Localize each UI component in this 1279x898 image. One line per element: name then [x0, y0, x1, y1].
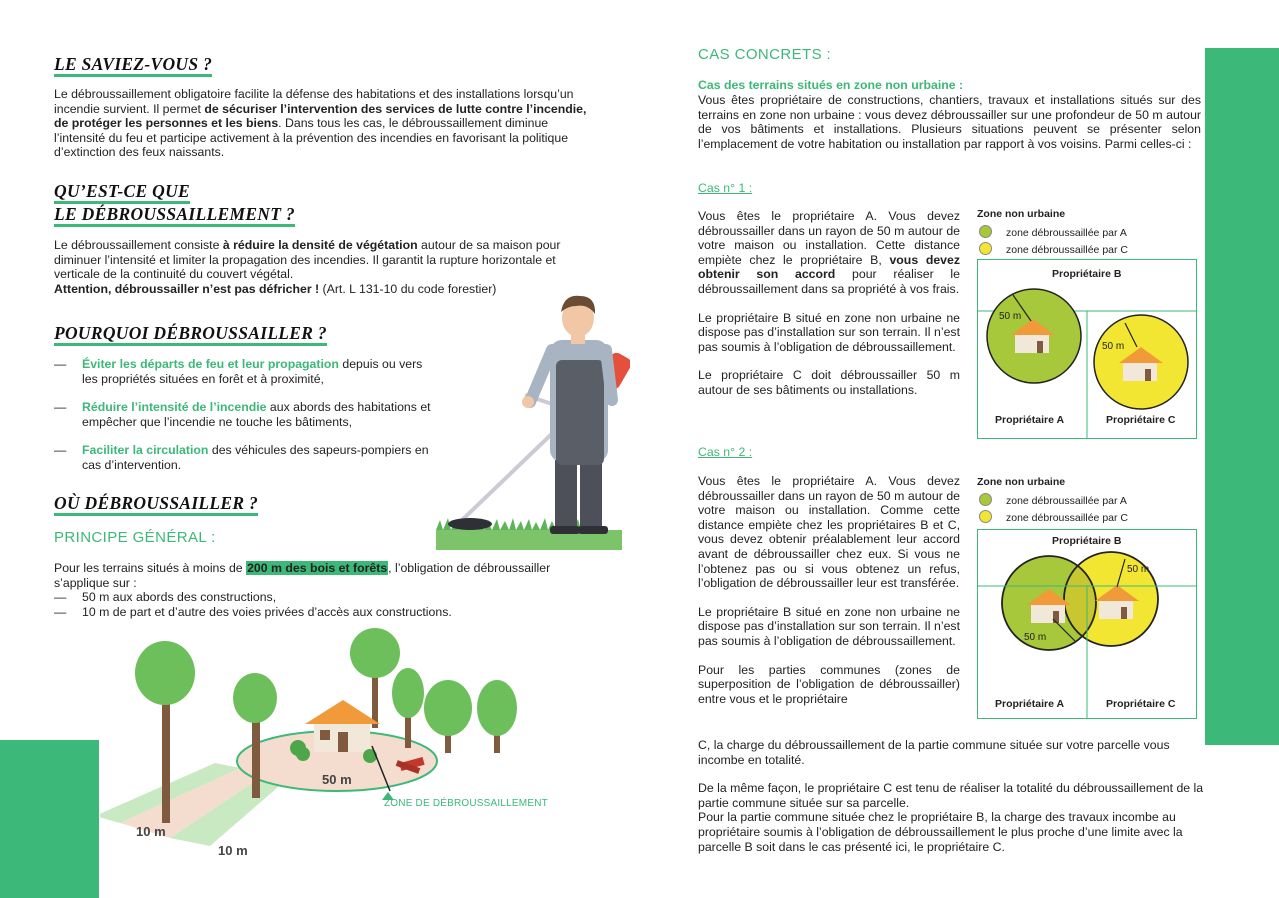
- heading-ou: OÙ DÉBROUSSAILLER ?: [54, 492, 258, 514]
- diagram2-prop-a: Propriétaire A: [995, 698, 1065, 710]
- diagram2-50m-a: 50 m: [1024, 632, 1047, 643]
- right-green-bar: [1205, 48, 1279, 745]
- diagram2-map: [977, 529, 1197, 719]
- diagram1-prop-c: Propriétaire C: [1106, 414, 1176, 426]
- diagram1-legend-c: zone débroussaillée par C: [979, 242, 1128, 256]
- diagram1-prop-a: Propriétaire A: [995, 414, 1065, 426]
- diagram2-50m-c: 50 m: [1127, 564, 1150, 575]
- list-item: — Réduire l’intensité de l’incendie aux abords des habitations et empêcher que l’incendie ne touche les bâtiments,: [54, 400, 436, 429]
- diagram2-prop-b: Propriétaire B: [1052, 535, 1122, 547]
- diagram1-map: [977, 259, 1197, 439]
- label-cas-1: Cas n° 1 :: [698, 181, 753, 195]
- paragraph-intro: Vous êtes propriétaire de constructions, chantiers, travaux et installations situés sur des terrains en zone non urbaine : vous devez débroussailler sur une profondeur de 50 m autour de vos bâtiments et installations. Plusieurs situations peuvent se présenter selon l’emplacement de votre habitation ou installation par rapport à vos voisins. Parmi celles-ci :: [698, 93, 1201, 151]
- legend-yellow-dot: [979, 510, 992, 523]
- diagram2-prop-c: Propriétaire C: [1106, 698, 1176, 710]
- label-10m-1: 10 m: [136, 824, 166, 839]
- label-50m: 50 m: [322, 772, 352, 787]
- diagram1-50m-a: 50 m: [999, 311, 1022, 322]
- diagram1-50m-c: 50 m: [1102, 341, 1125, 352]
- legend-yellow-dot: [979, 242, 992, 255]
- label-10m-2: 10 m: [218, 843, 248, 858]
- heading-definition: QU’EST-CE QUE LE DÉBROUSSAILLEMENT ?: [54, 180, 295, 226]
- diagram1-legend-a: zone débroussaillée par A: [979, 225, 1127, 239]
- subheading-principe: PRINCIPE GÉNÉRAL :: [54, 529, 216, 546]
- diagram2-title: Zone non urbaine: [977, 476, 1066, 488]
- paragraph-saviez-vous: Le débroussaillement obligatoire facilite la défense des habitations et des installations lorsqu’un incendie survient. Il permet de sécuriser l’intervention des services de lutte contre l’incendie, de protéger les personnes et les biens. Dans tous les cas, le débroussaillement diminue l’intensité du feu et participe activement à la prévention des incendies en favorisant la politique d’extinction des feux naissants.: [54, 87, 587, 160]
- diagram2-legend-c: zone débroussaillée par C: [979, 510, 1128, 524]
- diagram2-legend-a: zone débroussaillée par A: [979, 493, 1127, 507]
- heading-cas-concrets: CAS CONCRETS :: [698, 46, 832, 63]
- subheading-zone-non-urbaine: Cas des terrains situés en zone non urbaine :: [698, 78, 964, 92]
- paragraph-cas2-b: C, la charge du débroussaillement de la partie commune située sur votre parcelle vous incombe en totalité. De la même façon, le propriétaire C est tenu de réaliser la totalité du débroussaillement de la partie commune située sur sa parcelle. Pour la partie commune située chez le propriétaire B, la charge des travaux incombe au propriétaire soumis à l’obligation de débroussaillement le plus proche d’une limite avec la parcelle B soit dans le cas présenté ici, le propriétaire C.: [698, 738, 1204, 854]
- legend-green-dot: [979, 225, 992, 238]
- diagram1-title: Zone non urbaine: [977, 208, 1066, 220]
- legend-green-dot: [979, 493, 992, 506]
- list-item: — Faciliter la circulation des véhicules des sapeurs-pompiers en cas d’intervention.: [54, 443, 436, 472]
- brushcutter-man-illustration: [430, 290, 630, 555]
- label-zone-debroussaillement: ZONE DE DÉBROUSSAILLEMENT: [384, 798, 548, 809]
- debroussaillement-zone-illustration: [100, 628, 560, 863]
- list-item: — 10 m de part et d’autre des voies privées d’accès aux constructions.: [54, 605, 594, 620]
- heading-le-saviez-vous: LE SAVIEZ-VOUS ?: [54, 53, 212, 75]
- diagram1-prop-b: Propriétaire B: [1052, 268, 1122, 280]
- list-pourquoi: [54, 357, 436, 473]
- list-item: — Éviter les départs de feu et leur propagation depuis ou vers les propriétés situées en forêt et à proximité,: [54, 357, 436, 386]
- paragraph-cas2-a: Vous êtes le propriétaire A. Vous devez débroussailler dans un rayon de 50 m autour de votre maison ou installation. Comme cette distance empiète chez les propriétaires B et C, vous devez obtenir préalablement leur accord avant de débroussailler chez eux. Si vous ne l’obtenez pas ou si vous obtenez un refus, l’obligation de débroussailler leur est transférée. Le propriétaire B situé en zone non urbaine ne dispose pas d’installation sur son terrain. Il n’est pas soumis à l’obligation de débroussaillement. Pour les parties communes (zones de superposition de l’obligation de débroussailler) entre vous et le propriétaire: [698, 474, 960, 706]
- heading-pourquoi: POURQUOI DÉBROUSSAILLER ?: [54, 322, 327, 344]
- paragraph-definition: Le débroussaillement consiste à réduire la densité de végétation autour de sa maison pour diminuer l’intensité et limiter la propagation des incendies. Il garantit la rupture horizontale et verticale de la continuité du couvert végétal. Attention, débroussailler n’est pas défricher ! (Art. L 131-10 du code forestier): [54, 238, 561, 296]
- left-green-bar: [0, 740, 99, 898]
- list-item: — 50 m aux abords des constructions,: [54, 590, 594, 605]
- label-cas-2: Cas n° 2 :: [698, 445, 753, 459]
- paragraph-principe: Pour les terrains situés à moins de 200 m des bois et forêts, l’obligation de débroussailler s’applique sur : — 50 m aux abords des constructions, — 10 m de part et d’autre des voies privées d’accès aux constructions.: [54, 561, 594, 619]
- paragraph-cas1: Vous êtes le propriétaire A. Vous devez débroussailler dans un rayon de 50 m autour de votre maison ou installation. Cette distance empiète chez le propriétaire B, vous devez obtenir son accord pour réaliser le débroussaillement dans sa propriété à vos frais. Le propriétaire B situé en zone non urbaine ne dispose pas d’installation sur son terrain. Il n’est pas soumis à l’obligation de débroussaillement. Le propriétaire C doit débroussailler 50 m autour de ses bâtiments ou installations.: [698, 209, 960, 397]
